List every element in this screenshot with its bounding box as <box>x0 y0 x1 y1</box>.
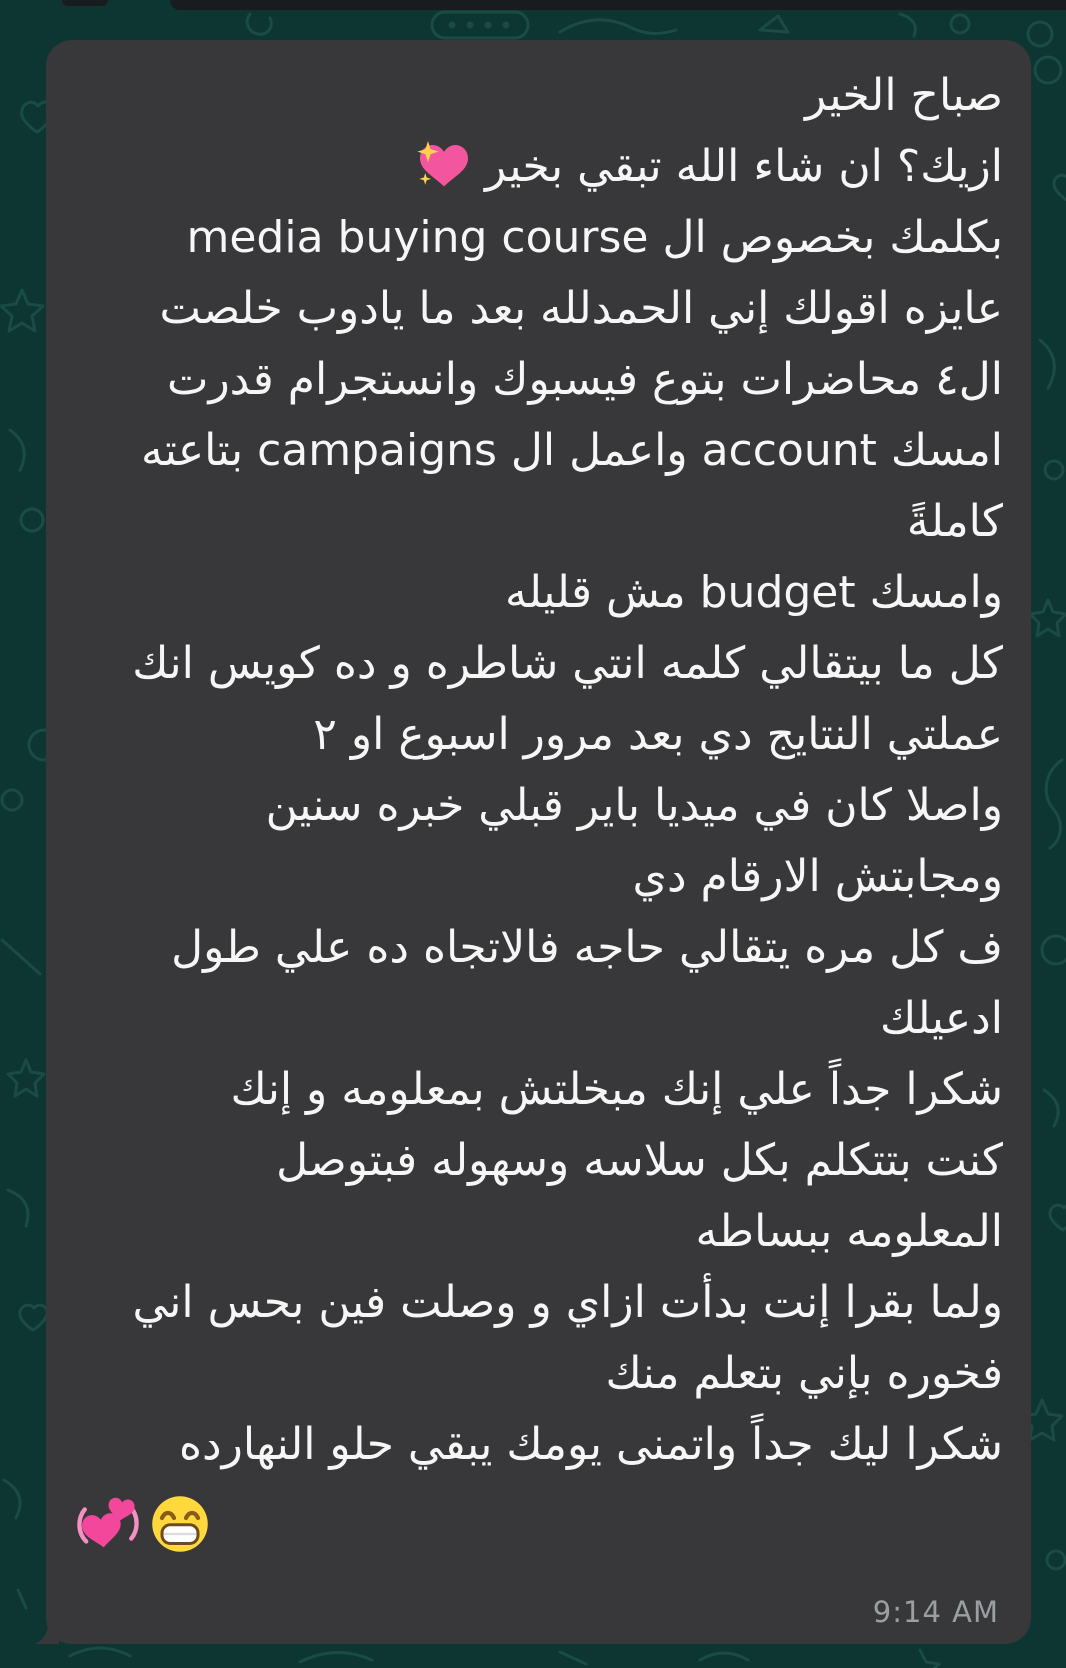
message-line <box>76 131 1003 202</box>
message-line <box>76 1054 1003 1125</box>
message-line-text: فخوره بإني بتعلم منك <box>605 1348 1003 1399</box>
message-line-text: المعلومه ببساطه <box>695 1206 1003 1257</box>
message-line-text: ال٤ محاضرات بتوع فيسبوك وانستجرام قدرت <box>167 354 1003 405</box>
message-bubble[interactable] <box>46 40 1031 1644</box>
beaming-face-emoji <box>148 1494 212 1554</box>
message-line <box>76 1338 1003 1409</box>
message-line <box>76 1267 1003 1338</box>
message-line <box>76 60 1003 131</box>
message-line <box>76 1125 1003 1196</box>
message-line-text: امسك account واعمل ال campaigns بتاعته <box>141 425 1003 476</box>
message-line-text: شكرا جداً علي إنك مبخلتش بمعلومه و إنك <box>230 1064 1003 1115</box>
message-line <box>76 912 1003 983</box>
message-line <box>76 415 1003 486</box>
message-line <box>76 344 1003 415</box>
message-line <box>76 699 1003 770</box>
message-line <box>76 1480 1003 1568</box>
message-line-text: كل ما بيتقالي كلمه انتي شاطره و ده كويس انك <box>132 638 1003 689</box>
message-line <box>76 557 1003 628</box>
message-line-text: كنت بتتكلم بكل سلاسه وسهوله فبتوصل <box>276 1135 1003 1186</box>
message-line <box>76 628 1003 699</box>
bubble-tail-icon <box>35 1620 59 1644</box>
message-line <box>76 770 1003 841</box>
message-line-text: كاملةً <box>906 496 1003 547</box>
message-line-text: ولما بقرا إنت بدأت ازاي و وصلت فين بحس اني <box>132 1277 1003 1328</box>
message-line <box>76 983 1003 1054</box>
message-line-text: وامسك budget مش قليله <box>504 567 1003 618</box>
message-line <box>76 841 1003 912</box>
message-line-text: ف كل مره يتقالي حاجه فالاتجاه ده علي طول <box>171 922 1003 973</box>
message-time: 9:14 AM <box>872 1595 999 1629</box>
message-line <box>76 273 1003 344</box>
message-line <box>76 1409 1003 1480</box>
message-time-row <box>76 1594 1003 1630</box>
previous-message-remnant <box>170 0 1066 10</box>
message-line-text: ازيك؟ ان شاء الله تبقي بخير <box>484 141 1003 192</box>
sparkling-heart-emoji <box>417 141 471 189</box>
message-line-text: عملتي النتايج دي بعد مرور اسبوع او ٢ <box>313 709 1003 760</box>
message-line <box>76 1196 1003 1267</box>
message-line-text: بكلمك بخصوص ال media buying course <box>186 212 1003 263</box>
message-line <box>76 486 1003 557</box>
message-lines <box>76 60 1003 1568</box>
previous-message-tail <box>62 0 108 6</box>
message-line-text: ادعيلك <box>880 993 1003 1044</box>
message-line-text: شكرا ليك جداً واتمنى يومك يبقي حلو النهارده <box>178 1419 1003 1470</box>
message-line <box>76 202 1003 273</box>
message-line-text: واصلا كان في ميديا باير قبلي خبره سنين <box>265 780 1003 831</box>
message-line-text: ومجابتش الارقام دي <box>632 851 1003 902</box>
revolving-hearts-emoji <box>76 1494 140 1554</box>
message-line-text: عايزه اقولك إني الحمدلله بعد ما يادوب خلصت <box>159 283 1003 334</box>
message-line-text: صباح الخير <box>804 70 1003 121</box>
